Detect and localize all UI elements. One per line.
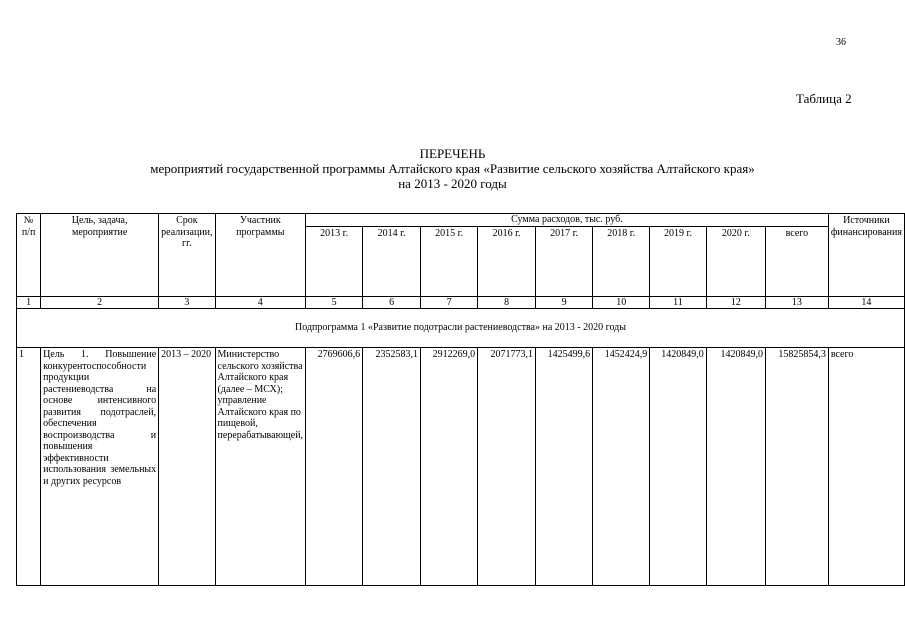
title-line-2: мероприятий государственной программы Алтайского края «Развитие сельского хозяйства Алтайского края» [150,161,755,176]
table-row [17,348,905,586]
column-number: 4 [215,296,306,309]
column-number: 9 [536,296,593,309]
row-goal: Цель 1. Повышение конкурентоспособности продукции растениеводства на основе интенсивного развития подотраслей, обеспечения воспроизводства и повышения эффективности использования земельных и других ресурсов [41,348,159,586]
header-goal: Цель, задача, мероприятие [41,214,159,297]
column-number: 8 [478,296,536,309]
row-value: 1420849,0 [650,348,706,586]
header-year: 2013 г. [306,226,363,296]
table-label: Таблица 2 [796,91,852,106]
document-title [60,146,845,191]
header-num: № п/п [17,214,41,297]
row-value: 1452424,9 [593,348,650,586]
row-value: 2352583,1 [363,348,421,586]
header-year: 2015 г. [421,226,478,296]
column-number: 10 [593,296,650,309]
column-number-row [17,296,905,309]
column-number: 3 [159,296,215,309]
header-source: Источники финансирования [828,214,904,297]
header-year: 2019 г. [650,226,706,296]
column-number: 2 [41,296,159,309]
title-line-1: ПЕРЕЧЕНЬ [419,146,486,161]
page-number: 36 [836,37,846,48]
measures-table [16,213,905,586]
header-year: 2020 г. [706,226,765,296]
column-number: 7 [421,296,478,309]
row-value-total: 15825854,3 [765,348,828,586]
column-number: 1 [17,296,41,309]
row-value: 1420849,0 [706,348,765,586]
title-line-3: на 2013 - 2020 годы [398,176,507,191]
header-participant: Участник программы [215,214,306,297]
row-num: 1 [17,348,41,586]
column-number: 14 [828,296,904,309]
header-year: 2017 г. [536,226,593,296]
row-source: всего [828,348,904,586]
column-number: 12 [706,296,765,309]
column-number: 5 [306,296,363,309]
row-value: 2071773,1 [478,348,536,586]
header-expenses: Сумма расходов, тыс. руб. [306,214,829,227]
row-term: 2013 – 2020 [159,348,215,586]
header-year: 2018 г. [593,226,650,296]
subprogram-row [17,309,905,348]
column-number: 6 [363,296,421,309]
row-value: 1425499,6 [536,348,593,586]
row-participant: Министерство сельского хозяйства Алтайского края (далее – МСХ); управление Алтайского края по пищевой, перерабатывающей, [215,348,306,586]
header-row [17,214,905,227]
header-year: 2016 г. [478,226,536,296]
header-year: 2014 г. [363,226,421,296]
header-term: Срок реализации, гг. [159,214,215,297]
row-value: 2769606,6 [306,348,363,586]
subprogram-title: Подпрограмма 1 «Развитие подотрасли растениеводства» на 2013 - 2020 годы [17,309,905,348]
column-number: 13 [765,296,828,309]
row-value: 2912269,0 [421,348,478,586]
header-total: всего [765,226,828,296]
column-number: 11 [650,296,706,309]
